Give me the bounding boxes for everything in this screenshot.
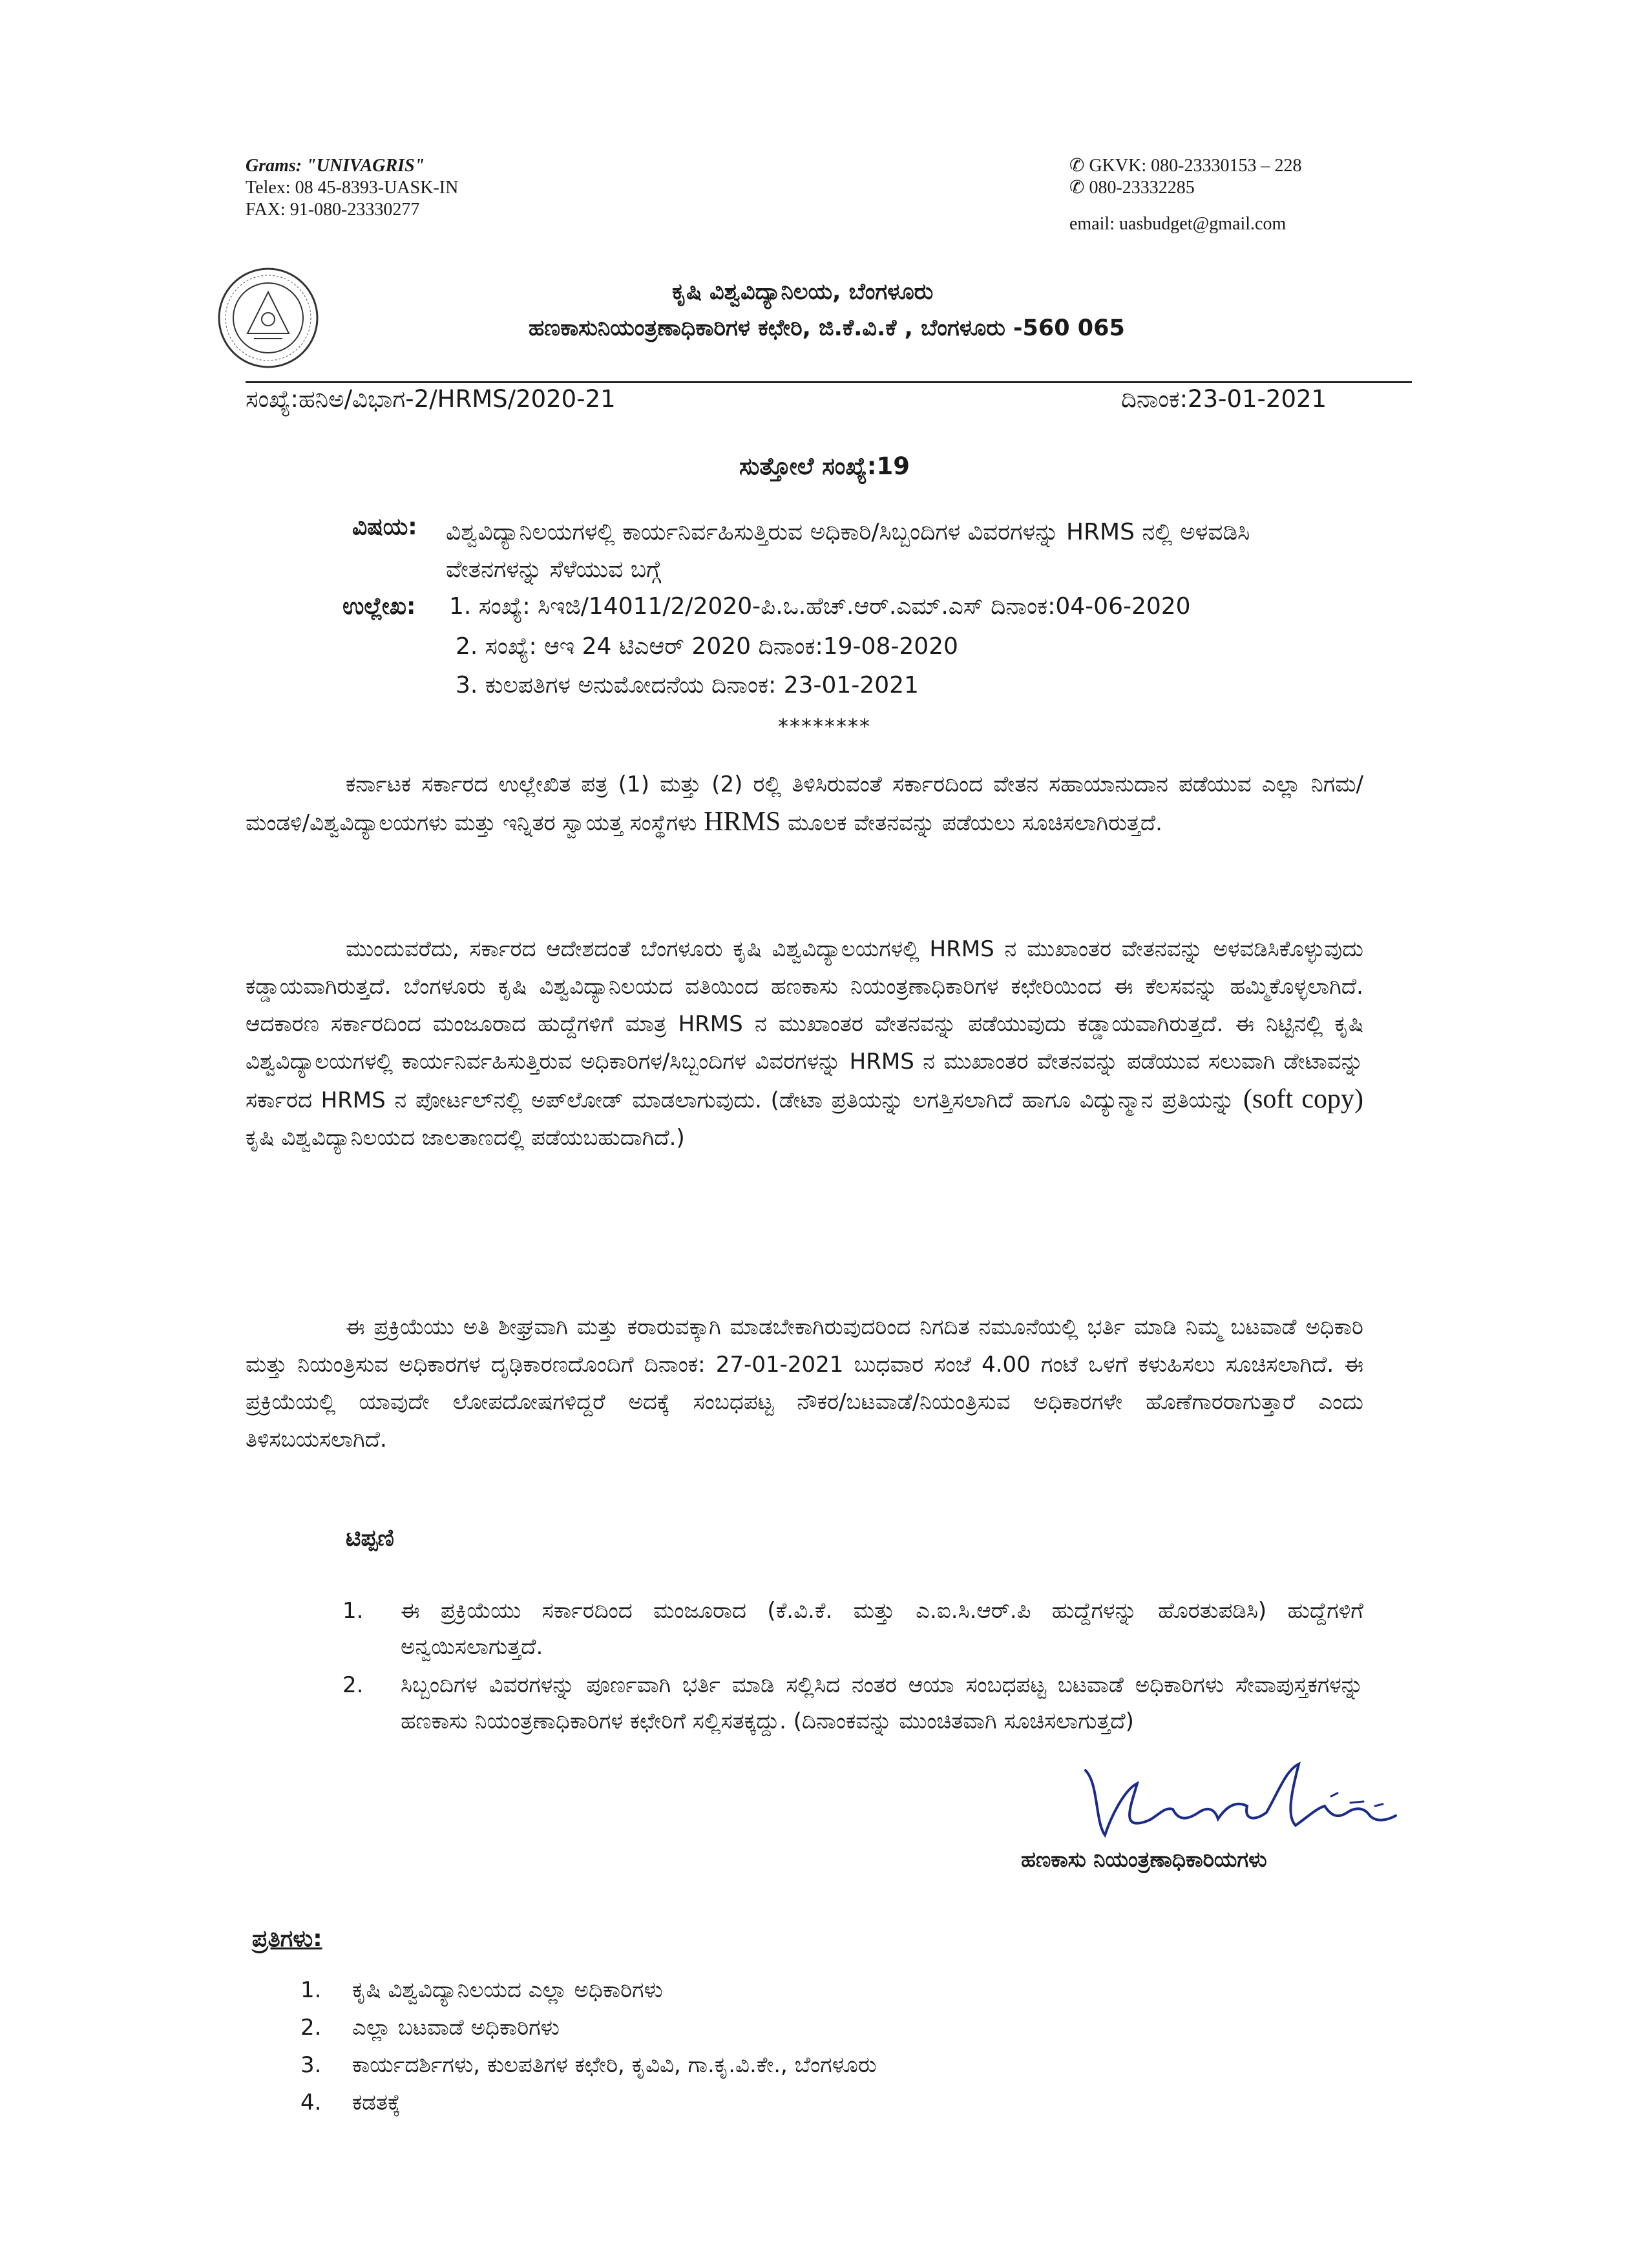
notes-label: ಟಿಪ್ಪಣಿ: [346, 1525, 394, 1551]
reference-item: 3. ಕುಲಪತಿಗಳ ಅನುಮೋದನೆಯ ದಿನಾಂಕ: 23-01-2021: [456, 672, 919, 698]
university-name: ಕೃಷಿ ವಿಶ್ವವಿದ್ಯಾನಿಲಯ, ಬೆಂಗಳೂರು: [672, 279, 934, 305]
copy-number: 1.: [300, 1977, 322, 2003]
body-paragraph-2: [246, 930, 1363, 1157]
hrms-term: HRMS: [704, 807, 781, 837]
copy-text: ಕಡತಕ್ಕೆ: [352, 2090, 401, 2116]
note-text: ಈ ಪ್ರಕ್ರಿಯೆಯು ಸರ್ಕಾರದಿಂದ ಮಂಜೂರಾದ (ಕೆ.ವಿ.ಕೆ. ಮತ್ತು ಎ.ಐ.ಸಿ.ಆರ್.ಪಿ ಹುದ್ದೆಗಳನ್ನು ಹೊರತುಪಡಿಸಿ) ಹುದ್ದೆಗಳಿಗೆ ಅನ್ವಯಿಸಲಾಗುತ್ತದೆ.: [401, 1598, 1363, 1660]
subject-text: ವಿಶ್ವವಿದ್ಯಾನಿಲಯಗಳಲ್ಲಿ ಕಾರ್ಯನಿರ್ವಹಿಸುತ್ತಿರುವ ಅಧಿಕಾರಿ/ಸಿಬ್ಬಂದಿಗಳ ವಿವರಗಳನ್ನು HRMS ನಲ್ಲಿ ಅಳವಡಿಸಿ ವೇತನಗಳನ್ನು ಸೆಳೆಯುವ ಬಗ್ಗೆ: [446, 519, 1250, 583]
paragraph-2-end: ಕೃಷಿ ವಿಶ್ವವಿದ್ಯಾನಿಲಯದ ಜಾಲತಾಣದಲ್ಲಿ ಪಡೆಯಬಹುದಾಗಿದೆ.): [246, 1125, 685, 1151]
note-number: 1.: [342, 1598, 364, 1624]
header-divider: [246, 381, 1412, 383]
fax-text: FAX: 91-080-23330277: [246, 200, 420, 220]
reference-number: ಸಂಖ್ಯೆ:ಹನಿಅ/ವಿಭಾಗ-2/HRMS/2020-21: [246, 385, 616, 413]
paragraph-2-text: ಮುಂದುವರೆದು, ಸರ್ಕಾರದ ಆದೇಶದಂತೆ ಬೆಂಗಳೂರು ಕೃಷಿ ವಿಶ್ವವಿದ್ಯಾಲಯಗಳಲ್ಲಿ HRMS ನ ಮುಖಾಂತರ ವೇತನವನ್ನು ಅಳವಡಿಸಿಕೊಳ್ಳುವುದು ಕಡ್ಡಾಯವಾಗಿರುತ್ತದೆ. ಬೆಂಗಳೂರು ಕೃಷಿ ವಿಶ್ವವಿದ್ಯಾನಿಲಯದ ವತಿಯಿಂದ ಹಣಕಾಸು ನಿಯಂತ್ರಣಾಧಿಕಾರಿಗಳ ಕಛೇರಿಯಿಂದ ಈ ಕೆಲಸವನ್ನು ಹಮ್ಮಿಕೊಳ್ಳಲಾಗಿದೆ. ಆದಕಾರಣ ಸರ್ಕಾರದಿಂದ ಮಂಜೂರಾದ ಹುದ್ದೆಗಳಿಗೆ ಮಾತ್ರ HRMS ನ ಮುಖಾಂತರ ವೇತನವನ್ನು ಪಡೆಯುವುದು ಕಡ್ಡಾಯವಾಗಿರುತ್ತದೆ. ಈ ನಿಟ್ಟಿನಲ್ಲಿ ಕೃಷಿ ವಿಶ್ವವಿದ್ಯಾಲಯಗಳಲ್ಲಿ ಕಾರ್ಯನಿರ್ವಹಿಸುತ್ತಿರುವ ಅಧಿಕಾರಿಗಳ/ಸಿಬ್ಬಂದಿಗಳ ವಿವರಗಳನ್ನು HRMS ನ ಮುಖಾಂತರ ವೇತನವನ್ನು ಪಡೆಯುವ ಸಲುವಾಗಿ ಡೇಟಾವನ್ನು ಸರ್ಕಾರದ HRMS ನ ಪೋರ್ಟಲ್‌ನಲ್ಲಿ ಅಪ್‌ಲೋಡ್ ಮಾಡಲಾಗುವುದು. (ಡೇಟಾ ಪ್ರತಿಯನ್ನು ಲಗತ್ತಿಸಲಾಗಿದೆ ಹಾಗೂ ವಿದ್ಯುನ್ಮಾನ ಪ್ರತಿಯನ್ನು: [246, 936, 1363, 1113]
paragraph-1-text: ಕರ್ನಾಟಕ ಸರ್ಕಾರದ ಉಲ್ಲೇಖಿತ ಪತ್ರ (1) ಮತ್ತು (2) ರಲ್ಲಿ ತಿಳಿಸಿರುವಂತೆ ಸರ್ಕಾರದಿಂದ ವೇತನ ಸಹಾಯಾನುದಾನ ಪಡೆಯುವ ಎಲ್ಲಾ ನಿಗಮ/ಮಂಡಳಿ/ವಿಶ್ವವಿದ್ಯಾಲಯಗಳು ಮತ್ತು ಇನ್ನಿತರ ಸ್ವಾಯತ್ತ ಸಂಸ್ಥೆಗಳು: [246, 772, 1363, 836]
copy-number: 3.: [300, 2052, 322, 2078]
signature-icon: [1060, 1745, 1422, 1848]
note-item: [342, 1593, 1363, 1665]
note-item: [342, 1667, 1363, 1739]
subject-label: ವಿಷಯ:: [352, 514, 417, 540]
university-seal-icon: [216, 266, 320, 370]
paragraph-1-end: ಮೂಲಕ ವೇತನವನ್ನು ಪಡೆಯಲು ಸೂಚಿಸಲಾಗಿರುತ್ತದೆ.: [781, 810, 1162, 836]
copy-item: [300, 2052, 877, 2078]
copy-text: ಕಾರ್ಯದರ್ಶಿಗಳು, ಕುಲಪತಿಗಳ ಕಛೇರಿ, ಕೃವಿವಿ, ಗಾ.ಕೃ.ವಿ.ಕೇ., ಬೆಂಗಳೂರು: [352, 2052, 877, 2078]
contact-block-right: [1069, 155, 1301, 235]
contact-block-left: [246, 155, 458, 221]
separator-stars: ********: [778, 714, 871, 739]
note-number: 2.: [342, 1672, 364, 1698]
copy-text: ಎಲ್ಲಾ ಬಟವಾಡೆ ಅಧಿಕಾರಿಗಳು: [352, 2015, 560, 2041]
copy-item: [300, 2090, 401, 2116]
copy-number: 4.: [300, 2090, 322, 2116]
copies-label: ಪ್ರತಿಗಳು:: [252, 1926, 322, 1952]
note-text: ಸಿಬ್ಬಂದಿಗಳ ವಿವರಗಳನ್ನು ಪೂರ್ಣವಾಗಿ ಭರ್ತಿ ಮಾಡಿ ಸಲ್ಲಿಸಿದ ನಂತರ ಆಯಾ ಸಂಬಧಪಟ್ಟ ಬಟವಾಡೆ ಅಧಿಕಾರಿಗಳು ಸೇವಾಪುಸ್ತಕಗಳನ್ನು ಹಣಕಾಸು ನಿಯಂತ್ರಣಾಧಿಕಾರಿಗಳ ಕಛೇರಿಗೆ ಸಲ್ಲಿಸತಕ್ಕದ್ದು. (ದಿನಾಂಕವನ್ನು ಮುಂಚಿತವಾಗಿ ಸೂಚಿಸಲಾಗುತ್ತದೆ): [401, 1672, 1363, 1734]
references-label: ಉಲ್ಲೇಖ:: [342, 593, 416, 620]
phone-gkvk: ✆ GKVK: 080-23330153 – 228: [1069, 156, 1302, 176]
reference-item: 2. ಸಂಖ್ಯೆ: ಆಇ 24 ಟಿಎಆರ್ 2020 ದಿನಾಂಕ:19-08-2020: [456, 633, 958, 660]
telex-text: Telex: 08 45-8393-UASK-IN: [246, 178, 459, 198]
body-paragraph-1: [246, 766, 1363, 842]
phone-secondary: ✆ 080-23332285: [1069, 178, 1195, 198]
copy-text: ಕೃಷಿ ವಿಶ್ವವಿದ್ಯಾನಿಲಯದ ಎಲ್ಲಾ ಅಧಿಕಾರಿಗಳು: [352, 1977, 663, 2003]
grams-text: Grams: "UNIVAGRIS": [246, 156, 425, 176]
body-paragraph-3: ಈ ಪ್ರಕ್ರಿಯೆಯು ಅತಿ ಶೀಘ್ರವಾಗಿ ಮತ್ತು ಕರಾರುವಕ್ಕಾಗಿ ಮಾಡಬೇಕಾಗಿರುವುದರಿಂದ ನಿಗದಿತ ನಮೂನೆಯಲ್ಲಿ ಭರ್ತಿ ಮಾಡಿ ನಿಮ್ಮ ಬಟವಾಡೆ ಅಧಿಕಾರಿ ಮತ್ತು ನಿಯಂತ್ರಿಸುವ ಅಧಿಕಾರಗಳ ದೃಢಿಕಾರಣದೊಂದಿಗೆ ದಿನಾಂಕ: 27-01-2021 ಬುಧವಾರ ಸಂಜೆ 4.00 ಗಂಟೆ ಒಳಗೆ ಕಳುಹಿಸಲು ಸೂಚಿಸಲಾಗಿದೆ. ಈ ಪ್ರಕ್ರಿಯೆಯಲ್ಲಿ ಯಾವುದೇ ಲೋಪದೋಷಗಳಿದ್ದರೆ ಅದಕ್ಕೆ ಸಂಬಧಪಟ್ಟ ನೌಕರ/ಬಟವಾಡೆ/ನಿಯಂತ್ರಿಸುವ ಅಧಿಕಾರಗಳೇ ಹೊಣೆಗಾರರಾಗುತ್ತಾರೆ ಎಂದು ತಿಳಿಸಬಯಸಲಾಗಿದೆ.: [246, 1314, 1363, 1453]
reference-item: 1. ಸಂಖ್ಯೆ: ಸಿಇಜಿ/14011/2/2020-ಪಿ.ಒ.ಹೆಚ್.ಆರ್.ಎಮ್.ಎಸ್ ದಿನಾಂಕ:04-06-2020: [449, 593, 1191, 620]
copy-item: [300, 2015, 560, 2041]
letter-date: ದಿನಾಂಕ:23-01-2021: [1121, 385, 1327, 413]
soft-copy-term: (soft copy): [1243, 1084, 1363, 1114]
signatory-title: ಹಣಕಾಸು ನಿಯಂತ್ರಣಾಧಿಕಾರಿಯಗಳು: [1021, 1847, 1267, 1872]
circular-number: ಸುತ್ತೋಲೆ ಸಂಖ್ಯೆ:19: [739, 452, 910, 480]
copy-item: [300, 1977, 663, 2003]
email-text: email: uasbudget@gmail.com: [1069, 214, 1287, 234]
copy-number: 2.: [300, 2015, 322, 2041]
office-name: ಹಣಕಾಸುನಿಯಂತ್ರಣಾಧಿಕಾರಿಗಳ ಕಛೇರಿ, ಜಿ.ಕೆ.ವಿ.ಕೆ , ಬೆಂಗಳೂರು -560 065: [529, 315, 1125, 341]
